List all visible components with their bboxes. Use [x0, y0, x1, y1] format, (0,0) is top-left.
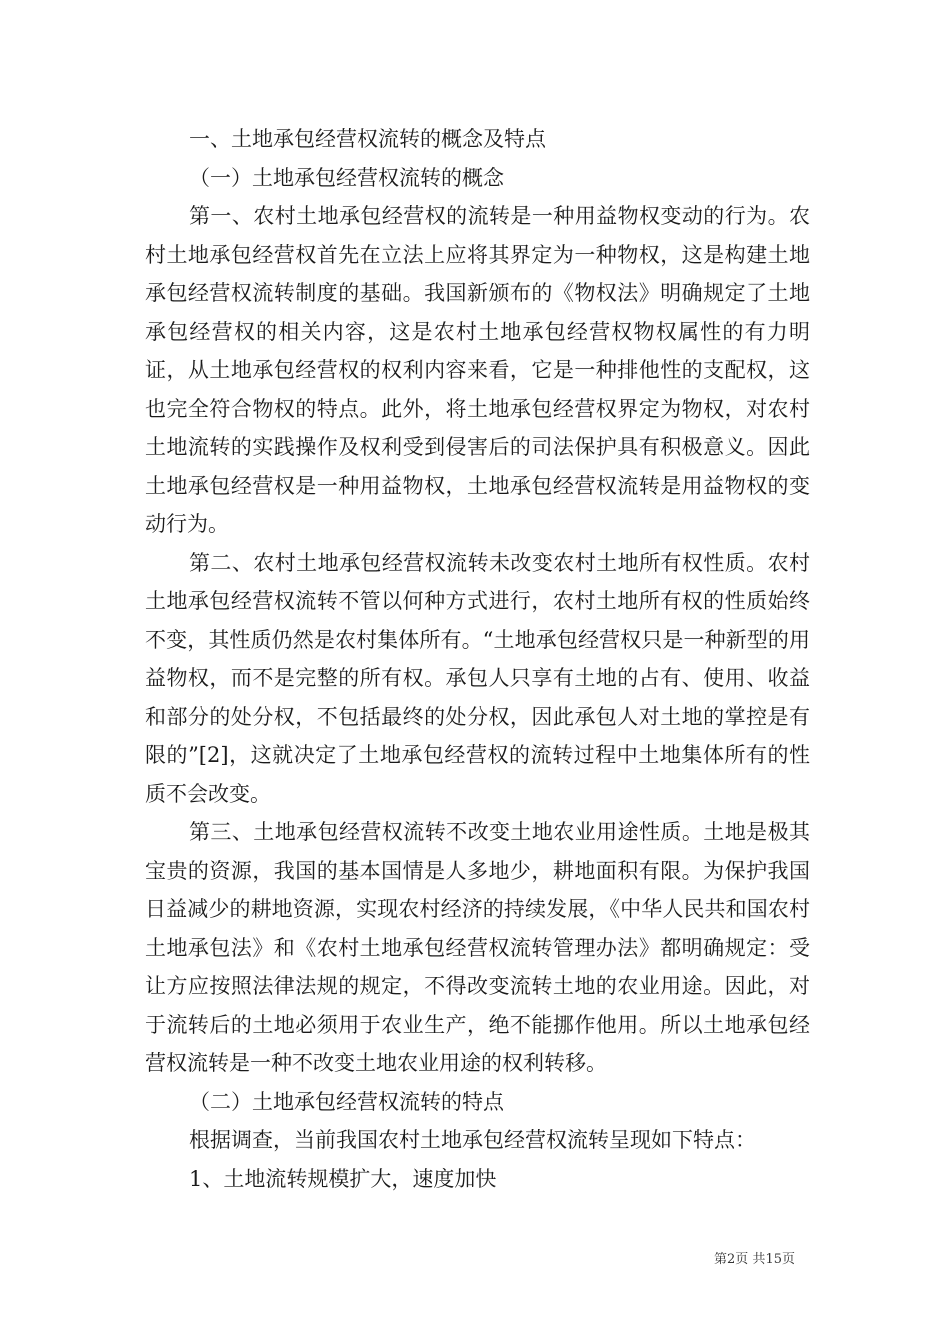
- footer-current-page: 2: [727, 1252, 736, 1267]
- paragraph-second-point: 第二、农村土地承包经营权流转未改变农村土地所有权性质。农村土地承包经营权流转不管以何种方式进行，农村土地所有权的性质始终不变，其性质仍然是农村集体所有。“土地承包经营权只是一种新型的用益物权，而不是完整的所有权。承包人只享有土地的占有、使用、收益和部分的处分权，不包括最终的处分权，因此承包人对土地的掌控是有限的”[2]，这就决定了土地承包经营权的流转过程中土地集体所有的性质不会改变。: [145, 550, 810, 806]
- footer-middle: 页 共: [735, 1252, 766, 1267]
- footer-suffix: 页: [781, 1252, 795, 1267]
- paragraph-third-point: 第三、土地承包经营权流转不改变土地农业用途性质。土地是极其宝贵的资源，我国的基本国情是人多地少，耕地面积有限。为保护我国日益减少的耕地资源，实现农村经济的持续发展，《中华人民共和国农村土地承包法》和《农村土地承包经营权流转管理办法》都明确规定：受让方应按照法律法规的规定，不得改变流转土地的农业用途。因此，对于流转后的土地必须用于农业生产，绝不能挪作他用。所以土地承包经营权流转是一种不改变土地农业用途的权利转移。: [145, 820, 810, 1075]
- paragraph-first-point: 第一、农村土地承包经营权的流转是一种用益物权变动的行为。农村土地承包经营权首先在立法上应将其界定为一种物权，这是构建土地承包经营权流转制度的基础。我国新颁布的《物权法》明确规定了土地承包经营权的相关内容，这是农村土地承包经营权物权属性的有力明证，从土地承包经营权的权利内容来看，它是一种排他性的支配权，这也完全符合物权的特点。此外，将土地承包经营权界定为物权，对农村土地流转的实践操作及权利受到侵害后的司法保护具有积极意义。因此土地承包经营权是一种用益物权，土地承包经营权流转是用益物权的变动行为。: [145, 204, 810, 536]
- page-number-footer: [714, 1248, 795, 1267]
- list-item: 1、土地流转规模扩大，速度加快: [189, 1166, 497, 1191]
- section-heading: 一、土地承包经营权流转的概念及特点: [189, 127, 546, 151]
- subsection-heading-features: （二）土地承包经营权流转的特点: [189, 1089, 504, 1114]
- paragraph-survey-intro: 根据调查，当前我国农村土地承包经营权流转呈现如下特点：: [189, 1128, 756, 1152]
- subsection-heading-concept: （一）土地承包经营权流转的概念: [189, 165, 504, 190]
- footer-total-pages: 15: [765, 1252, 782, 1267]
- footer-prefix: 第: [714, 1252, 728, 1267]
- document-body: [145, 120, 810, 1198]
